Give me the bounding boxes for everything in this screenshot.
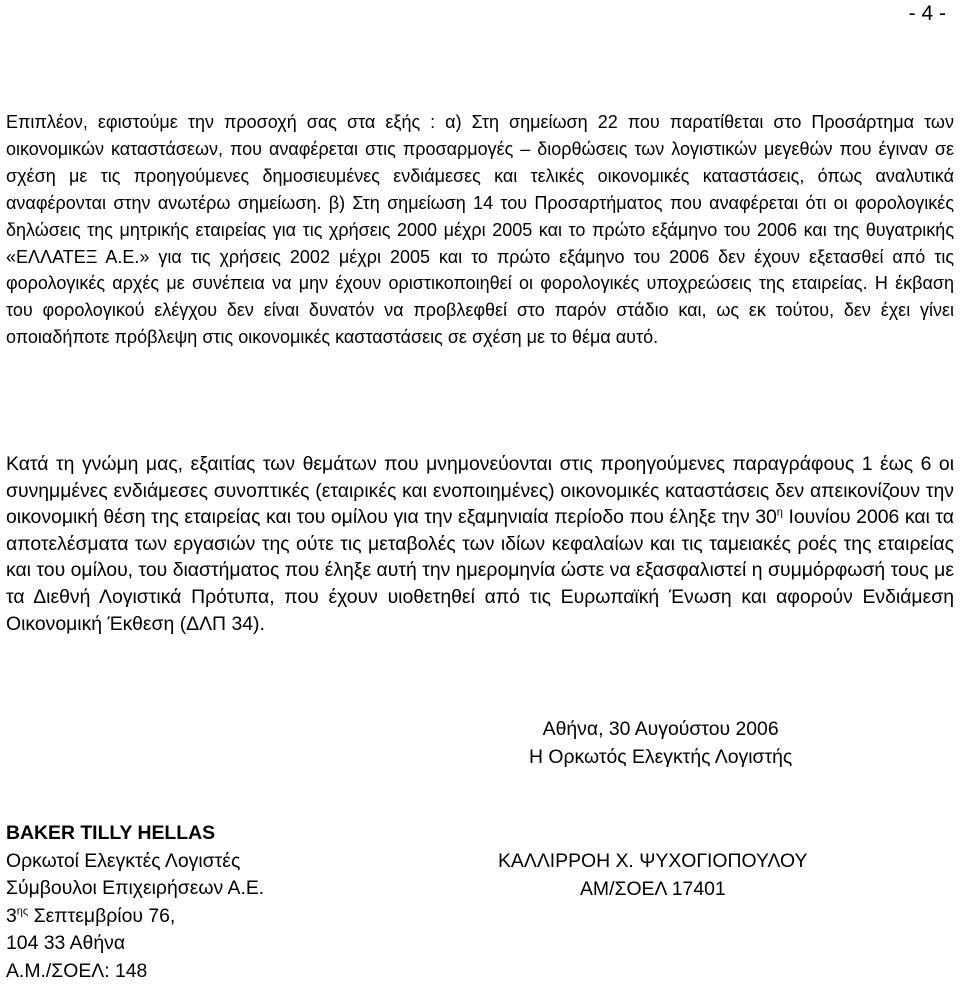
opinion-text-part-1: Κατά τη γνώμη μας, εξαιτίας των θεμάτων που μνημονεύονται στις προηγούμενες παραγράφους 1 έως 6 οι συνημμένες ενδιάμεσες συνοπτικές (εταιρικές και ενοποιημένες) οικονομικές καταστάσεις δεν απεικονίζουν την οικονομική θέση της εταιρείας και του ομίλου για την εξαμηνιαία περίοδο που έληξε την 30 <box>6 453 954 529</box>
address-number: 3 <box>6 904 17 927</box>
paragraph-emphasis-of-matter: Επιπλέον, εφιστούμε την προσοχή σας στα εξής : α) Στη σημείωση 22 που παρατίθεται στο Προσάρτημα των οικονομικών καταστάσεων, που αναφέρεται στις προσαρμογές – διορθώσεις των λογιστικών μεγεθών που έγιναν σε σχέση με τις προηγούμενες δημοσιευμένες ενδιάμεσες και τελικές οικονομικές καταστάσεις, όπως αναλυτικά αναφέρονται στην ανωτέρω σημείωση. β) Στη σημείωση 14 του Προσαρτήματος που αναφέρεται ότι οι φορολογικές δηλώσεις της μητρικής εταιρείας για τις χρήσεις 2000 μέχρι 2005 και το πρώτο εξάμηνο του 2006 και της θυγατρικής «ΕΛΛΑΤΕΞ Α.Ε.» για τις χρήσεις 2002 μέχρι 2005 και το πρώτο εξάμηνο του 2006 δεν έχουν εξετασθεί από τις φορολογικές αρχές με συνέπεια να μην έχουν οριστικοποιηθεί οι φορολογικές υποχρεώσεις της εταιρείας. Η έκβαση του φορολογικού ελέγχου δεν είναι δυνατόν να προβλεφθεί στο παρόν στάδιο και, ως εκ τούτου, δεν έχει γίνει οποιαδήποτε πρόβλεψη στις οικονομικές κασταστάσεις σε σχέση με το θέμα αυτό. <box>6 112 954 348</box>
firm-line-1: Ορκωτοί Ελεγκτές Λογιστές <box>6 849 241 872</box>
auditor-block <box>498 848 807 903</box>
address-superscript: ης <box>16 905 29 918</box>
firm-address <box>6 903 264 931</box>
opinion-text-part-2: Ιουνίου 2006 και τα αποτελέσματα των εργασιών της ούτε τις μεταβολές των ιδίων κεφαλαίων και τις ταμειακές ροές της εταιρείας και του ομίλου, του διαστήματος που έληξε αυτή την ημερομηνία ώστε να εξασφαλιστεί η συμμόρφωσή τους με τα Διεθνή Λογιστικά Πρότυπα, που έχουν υιοθετηθεί από τις Ευρωπαϊκή Ένωση και αφορούν Ενδιάμεση Οικονομική Έκθεση (ΔΛΠ 34). <box>6 506 954 635</box>
firm-city: 104 33 Αθήνα <box>6 932 126 955</box>
signature-role: Η Ορκωτός Ελεγκτής Λογιστής <box>529 746 793 768</box>
auditor-name: ΚΑΛΛΙΡΡΟΗ Χ. ΨΥΧΟΓΙΟΠΟΥΛΟΥ <box>498 850 808 872</box>
paragraph-opinion <box>6 451 954 637</box>
audit-firm-block <box>6 820 264 986</box>
opinion-date-superscript: η <box>776 506 783 519</box>
firm-registry: Α.Μ./ΣΟΕΛ: 148 <box>6 959 148 982</box>
firm-name: BAKER TILLY HELLAS <box>6 822 216 844</box>
page-number: - 4 - <box>908 2 946 25</box>
auditor-registry: ΑΜ/ΣΟΕΛ 17401 <box>580 877 726 900</box>
address-street: Σεπτεμβρίου 76, <box>28 904 176 927</box>
signature-block <box>529 715 792 771</box>
firm-line-2: Σύμβουλοι Επιχειρήσεων Α.Ε. <box>6 877 265 900</box>
signature-place-date: Αθήνα, 30 Αυγούστου 2006 <box>542 718 779 740</box>
